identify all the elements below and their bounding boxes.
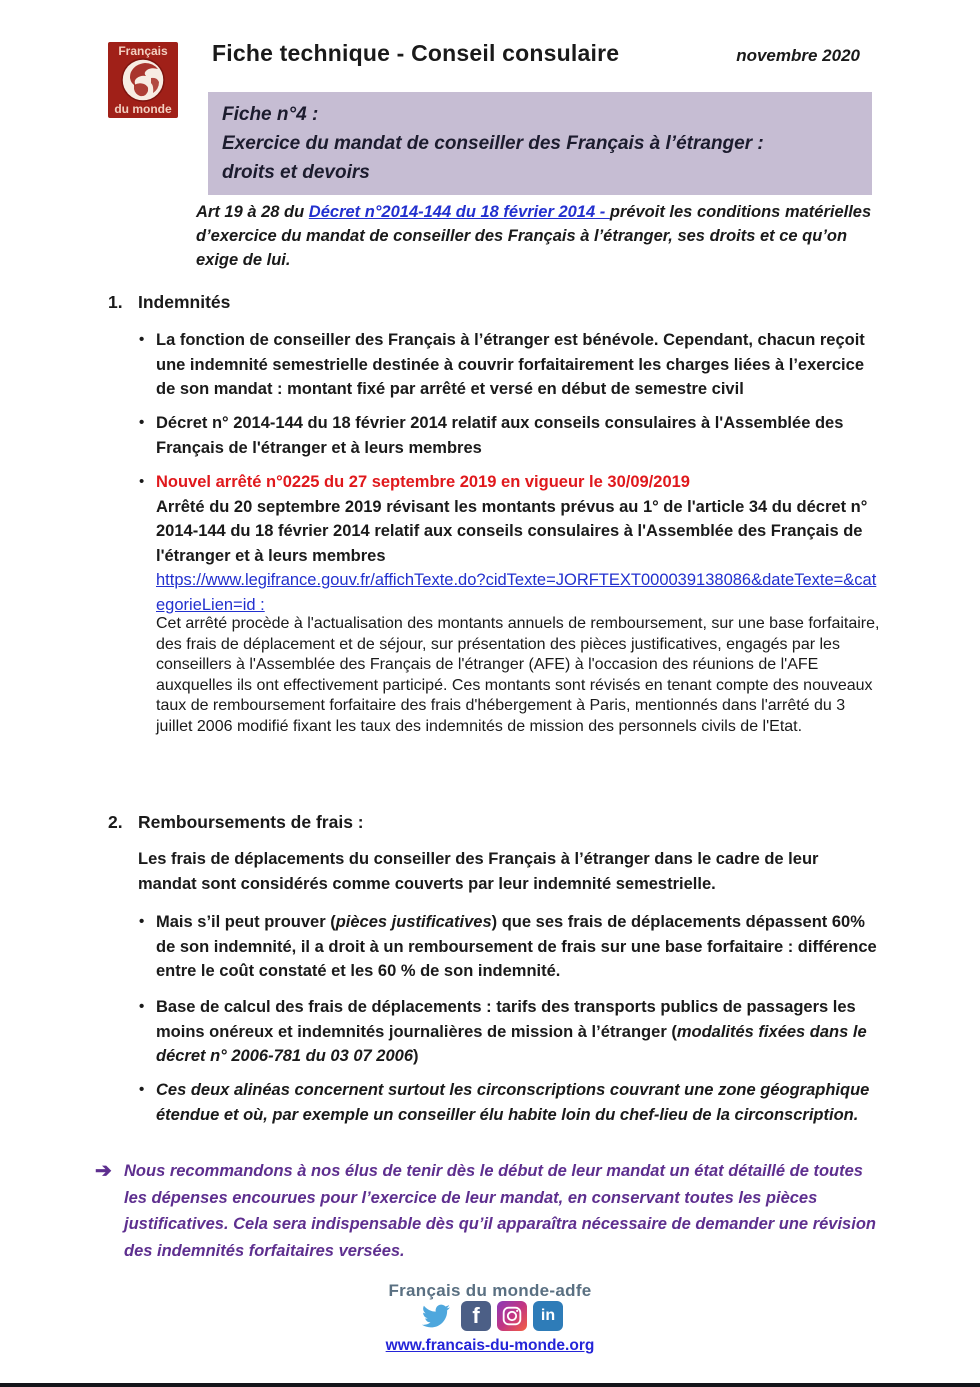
recommendation-text: Nous recommandons à nos élus de tenir dès le début de leur mandat un état détaillé de toutes les dépenses encourues pour l’exercice de leur mandat, en conservant toutes les pièces justificatives. Cela sera indispensable dès qu’il apparaîtra nécessaire de demander une révision des indemnités forfaitaires versées. [124, 1162, 876, 1260]
decree-bold-line: Arrêté du 20 septembre 2019 révisant les montants prévus au 1° de l'article 34 du décret n° 2014-144 du 18 février 2014 relatif aux conseils consulaires à l'Assemblée des Français de l'étranger et à leurs membres [156, 497, 868, 565]
bullet-item [139, 995, 880, 1069]
section2-lead-paragraph: Les frais de déplacements du conseiller des Français à l’étranger dans le cadre de leur mandat sont considérés comme couverts par leur indemnité semestrielle. [138, 850, 819, 893]
bullet-text: La fonction de conseiller des Français à l’étranger est bénévole. Cependant, chacun reçoit une indemnité semestrielle destinée à couvrir forfaitairement les charges liées à l’exercice de son mandat : montant fixé par arrêté et versé en début de semestre civil [156, 331, 865, 398]
instagram-icon[interactable] [497, 1301, 527, 1331]
arrow-icon: ➔ [95, 1160, 112, 1182]
social-icons-row [0, 1301, 980, 1331]
bullet-text: Ces deux alinéas concernent surtout les circonscriptions couvrant une zone géographique étendue et où, par exemple un conseiller élu habite loin du chef-lieu de la circonscription. [156, 1081, 870, 1124]
bullet-item [139, 1078, 880, 1127]
fiche-banner [208, 92, 872, 195]
globe-icon [121, 58, 165, 102]
bullet-item [139, 910, 880, 984]
facebook-icon[interactable]: f [461, 1301, 491, 1331]
decree-detail-paragraph: Cet arrêté procède à l'actualisation des montants annuels de remboursement, sur une base forfaitaire, des frais de déplacement et de séjour, sur présentation des pièces justificatives, engagés par les conseillers à l'Assemblée des Français de l'étranger (AFE) à l'occasion des réunions de l'AFE auxquelles ils ont effectivement participé. Ces montants sont révisés en tenant compte des nouveaux taux de remboursement forfaitaire des frais d'hébergement à Paris, mentionnés dans l'arrêté du 3 juillet 2006 modifié fixant les taux des indemnités de mission des personnels civils de l'Etat. [156, 615, 880, 735]
bullet-dot: • [139, 998, 145, 1015]
bullet-text: Décret n° 2014-144 du 18 février 2014 relatif aux conseils consulaires à l'Assemblée des Français de l'étranger et à leurs membres [156, 414, 844, 457]
bullet-dot: • [139, 1081, 145, 1098]
section2-title: Remboursements de frais : [138, 812, 364, 832]
footer-brand: Français du monde-adfe [388, 1281, 592, 1300]
bullet-text: Mais s’il peut prouver (pièces justificatives) que ses frais de déplacements dépassent 60% de son indemnité, il a droit à un remboursement de frais sur une base forfaitaire : différence entre le coût constaté et les 60 % de son indemnité. [156, 913, 877, 980]
bullet-item [139, 470, 880, 617]
bullet-dot: • [139, 414, 145, 431]
linkedin-icon[interactable]: in [533, 1301, 563, 1331]
recommendation-note [95, 1158, 885, 1264]
bullet-item [139, 411, 880, 460]
bullet-dot: • [139, 913, 145, 930]
bullet-item [139, 328, 880, 402]
twitter-icon[interactable] [417, 1301, 455, 1331]
page-title: Fiche technique - Conseil consulaire [212, 40, 620, 66]
banner-line-1: Fiche n°4 : [222, 104, 319, 125]
footer-website-link[interactable]: www.francais-du-monde.org [385, 1337, 595, 1354]
bullet-dot: • [139, 331, 145, 348]
intro-paragraph[interactable]: Art 19 à 28 du Décret n°2014-144 du 18 février 2014 - prévoit les conditions matérielles d’exercice du mandat de conseiller des Français à l’étranger, ses droits et ce qu’on exige de lui. [196, 203, 872, 269]
logo-text-bottom: du monde [114, 102, 172, 116]
logo-text-top: Français [118, 44, 168, 58]
section2-number: 2. [108, 812, 123, 832]
banner-line-2: Exercice du mandat de conseiller des Français à l’étranger : [222, 133, 764, 154]
section1-title: Indemnités [138, 292, 231, 312]
page-bottom-edge [0, 1383, 980, 1387]
banner-line-3: droits et devoirs [222, 162, 370, 183]
bullet-dot: • [139, 473, 145, 490]
section1-number: 1. [108, 292, 123, 312]
page-date: novembre 2020 [736, 46, 860, 65]
org-logo [108, 42, 178, 118]
bullet-text: Base de calcul des frais de déplacements : tarifs des transports publics de passagers les moins onéreux et indemnités journalières de mission à l’étranger (modalités fixées dans le décret n° 2006-781 du 03 07 2006) [156, 998, 867, 1065]
new-decree-red-line: Nouvel arrêté n°0225 du 27 septembre 2019 en vigueur le 30/09/2019 [156, 473, 690, 491]
legifrance-link[interactable]: https://www.legifrance.gouv.fr/affichTexte.do?cidTexte=JORFTEXT000039138086&dateTexte=&categorieLien=id : [156, 571, 877, 614]
